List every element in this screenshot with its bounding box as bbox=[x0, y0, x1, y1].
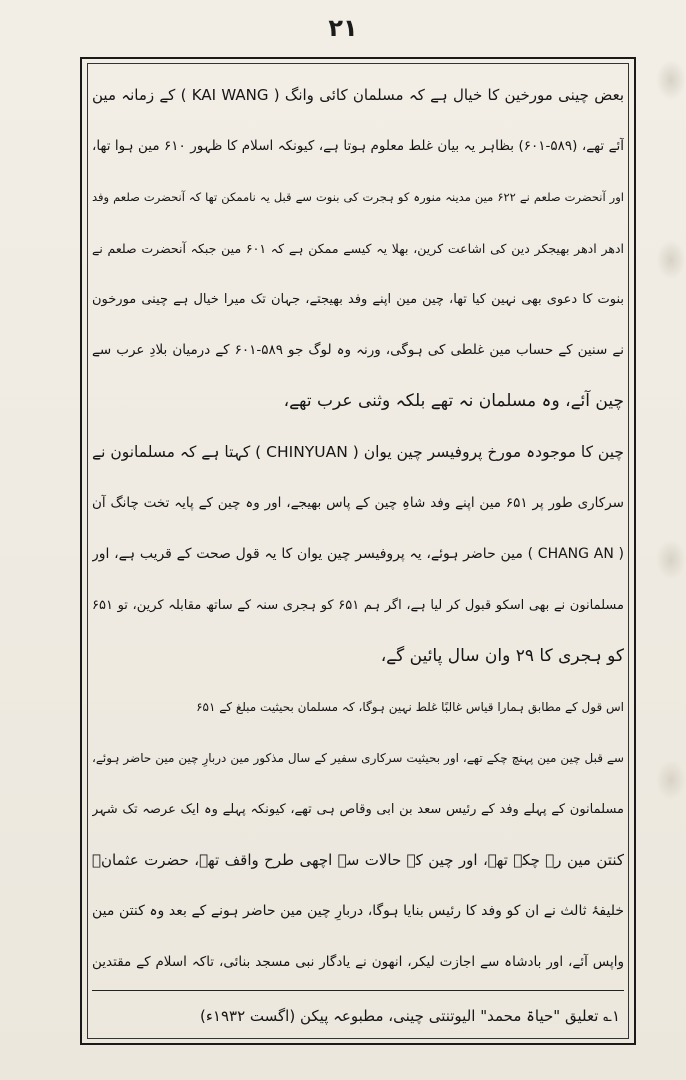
text-line-8: چین کا موجودہ مورخ پروفیسر چین یوان ( CHINYUAN ) کہتا ہے کہ مسلمانون نے bbox=[92, 443, 624, 461]
page-edge-shadow bbox=[656, 540, 686, 580]
footnote: ۱؎ تعلیق "حیاۃ محمد" الیوتنتی چینی، مطبوعہ پیکن (اگست ۱۹۳۲ء) bbox=[200, 1007, 620, 1025]
page-edge-shadow bbox=[656, 60, 686, 100]
text-line-3: اور آنحضرت صلعم نے ۶۲۲ مین مدینہ منورہ کو ہجرت کی بنوت سے قبل یہ ناممکن تھا کہ آنحضرت صلعم وفد bbox=[92, 190, 624, 204]
text-line-13: اس قول کے مطابق ہمارا قیاس غالبًا غلط نہین ہوگا، کہ مسلمان بحیثیت مبلغ کے ۶۵۱ bbox=[196, 700, 624, 714]
text-line-14: سے قبل چین مین پہنچ چکے تھے، اور بحیثیت سرکاری سفیر کے سال مذکور مین دربارِ چین مین حاضر ہوئے، bbox=[92, 751, 624, 765]
text-line-6: نے سنین کے حساب مین غلطی کی ہوگی، ورنہ وہ لوگ جو ۵۸۹-۶۰۱ کے درمیان بلادِ عرب سے bbox=[92, 342, 624, 358]
page-edge-shadow bbox=[656, 760, 686, 800]
text-line-4: ادھر ادھر بھیجکر دین کی اشاعت کرین، بھلا یہ کیسے ممکن ہے کہ ۶۰۱ مین جبکہ آنحضرت صلعم نے bbox=[92, 241, 624, 256]
text-line-5: بنوت کا دعوی بھی نہین کیا تھا، چین مین اپنے وفد بھیجتے، جہان تک میرا خیال ہے چینی مورخون bbox=[92, 292, 624, 307]
footnote-divider bbox=[92, 990, 624, 991]
text-line-17: خلیفۂ ثالث نے ان کو وفد کا رئیس بنایا ہوگا، دربارِ چین مین حاضر ہونے کے بعد وہ کنتن مین bbox=[92, 903, 624, 919]
page-edge-shadow bbox=[656, 240, 686, 280]
text-line-10: ( CHANG AN ) مین حاضر ہوئے، یہ پروفیسر چین یوان کا یہ قول صحت کے قریب ہے، اور bbox=[92, 546, 624, 562]
text-line-16: کنتن مین رہ چکے تھے، اور چین کے حالات سے اچھی طرح واقف تھے، حضرت عثمانؓ bbox=[92, 851, 624, 869]
text-line-2: آئے تھے، (۵۸۹-۶۰۱) بظاہر یہ بیان غلط معلوم ہوتا ہے، کیونکہ اسلام کا ظہور ۶۱۰ مین ہوا تھا، bbox=[92, 138, 624, 154]
text-line-12: کو ہجری کا ۲۹ وان سال پائین گے، bbox=[380, 646, 624, 666]
text-line-1: بعض چینی مورخین کا خیال ہے کہ مسلمان کائی وانگ ( KAI WANG ) کے زمانہ مین bbox=[92, 86, 624, 104]
text-line-15: مسلمانون کے پہلے وفد کے رئیس سعد بن ابی وقاص ہی تھے، کیونکہ پہلے وہ ایک عرصہ تک شہر bbox=[92, 802, 624, 817]
text-line-18: واپس آئے، اور بادشاہ سے اجازت لیکر، انھون نے یادگار نبی مسجد بنائی، تاکہ اسلام کے مقتدین bbox=[92, 954, 624, 970]
body-text bbox=[92, 70, 624, 988]
text-line-11: مسلمانون نے بھی اسکو قبول کر لیا ہے، اگر ہم ۶۵۱ کو ہجری سنہ کے ساتھ مقابلہ کرین، تو ۶۵۱ bbox=[92, 598, 624, 613]
text-line-9: سرکاری طور پر ۶۵۱ مین اپنے وفد شاہِ چین کے پاس بھیجے، اور وہ چین کے پایہ تخت چانگ آن bbox=[92, 495, 624, 511]
page-number: ۲۱ bbox=[328, 14, 358, 42]
text-line-7: چین آئے، وہ مسلمان نہ تھے بلکہ وثنی عرب تھے، bbox=[283, 391, 624, 411]
